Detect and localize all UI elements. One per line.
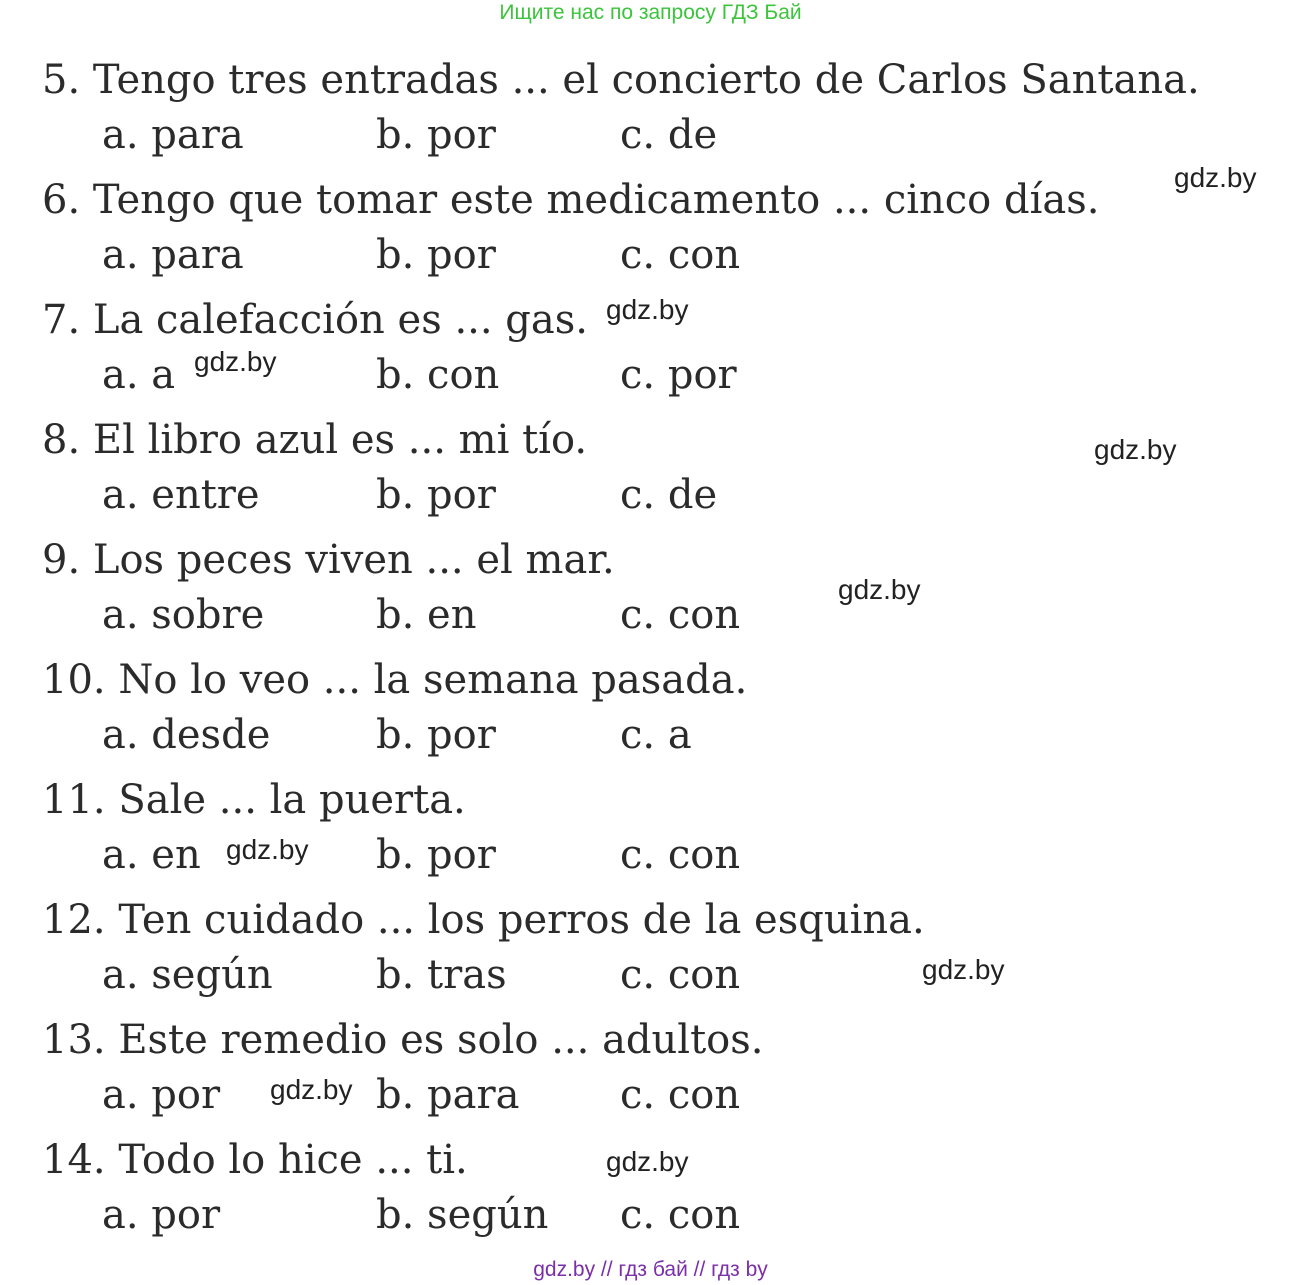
q10-option-b: b. por [376,712,496,758]
watermark: gdz.by [1094,434,1177,465]
header-banner: Ищите нас по запросу ГДЗ Бай [499,1,802,24]
q7-option-a: a. a [102,352,176,398]
q11-option-c: c. con [620,832,741,878]
question-13: 13. Este remedio es solo ... adultos. [42,1017,764,1063]
q9-option-c: c. con [620,592,741,638]
question-6: 6. Tengo que tomar este medicamento ... cinco días. [42,177,1100,223]
q8-option-c: c. de [620,472,718,518]
watermark: gdz.by [270,1074,353,1105]
question-11: 11. Sale ... la puerta. [42,777,466,823]
q12-option-a: a. según [102,952,273,998]
q8-option-a: a. entre [102,472,260,518]
q14-option-b: b. según [376,1192,549,1238]
watermark: gdz.by [606,294,689,325]
question-12: 12. Ten cuidado ... los perros de la esquina. [42,897,925,943]
q7-option-b: b. con [376,352,500,398]
q13-option-a: a. por [102,1072,221,1118]
q13-option-c: c. con [620,1072,741,1118]
q5-option-b: b. por [376,112,496,158]
q7-option-c: c. por [620,352,737,398]
q10-option-c: c. a [620,712,692,758]
watermark: gdz.by [194,346,277,377]
question-9: 9. Los peces viven ... el mar. [42,537,615,583]
q6-option-b: b. por [376,232,496,278]
q6-option-c: c. con [620,232,741,278]
q9-option-a: a. sobre [102,592,265,638]
q11-option-a: a. en [102,832,201,878]
q8-option-b: b. por [376,472,496,518]
q11-option-b: b. por [376,832,496,878]
watermark: gdz.by [922,954,1005,985]
question-8: 8. El libro azul es ... mi tío. [42,417,588,463]
footer-links: gdz.by // гдз бай // гдз by [533,1258,768,1281]
watermark: gdz.by [226,834,309,865]
watermark: gdz.by [606,1146,689,1177]
question-5: 5. Tengo tres entradas ... el concierto de Carlos Santana. [42,57,1200,103]
q14-option-c: c. con [620,1192,741,1238]
q13-option-b: b. para [376,1072,520,1118]
q10-option-a: a. desde [102,712,271,758]
question-7: 7. La calefacción es ... gas. [42,297,588,343]
question-10: 10. No lo veo ... la semana pasada. [42,657,748,703]
q6-option-a: a. para [102,232,244,278]
q14-option-a: a. por [102,1192,221,1238]
watermark: gdz.by [838,574,921,605]
q9-option-b: b. en [376,592,477,638]
question-14: 14. Todo lo hice ... ti. [42,1137,468,1183]
watermark: gdz.by [1174,162,1257,193]
q12-option-b: b. tras [376,952,507,998]
q5-option-a: a. para [102,112,244,158]
q12-option-c: c. con [620,952,741,998]
q5-option-c: c. de [620,112,718,158]
